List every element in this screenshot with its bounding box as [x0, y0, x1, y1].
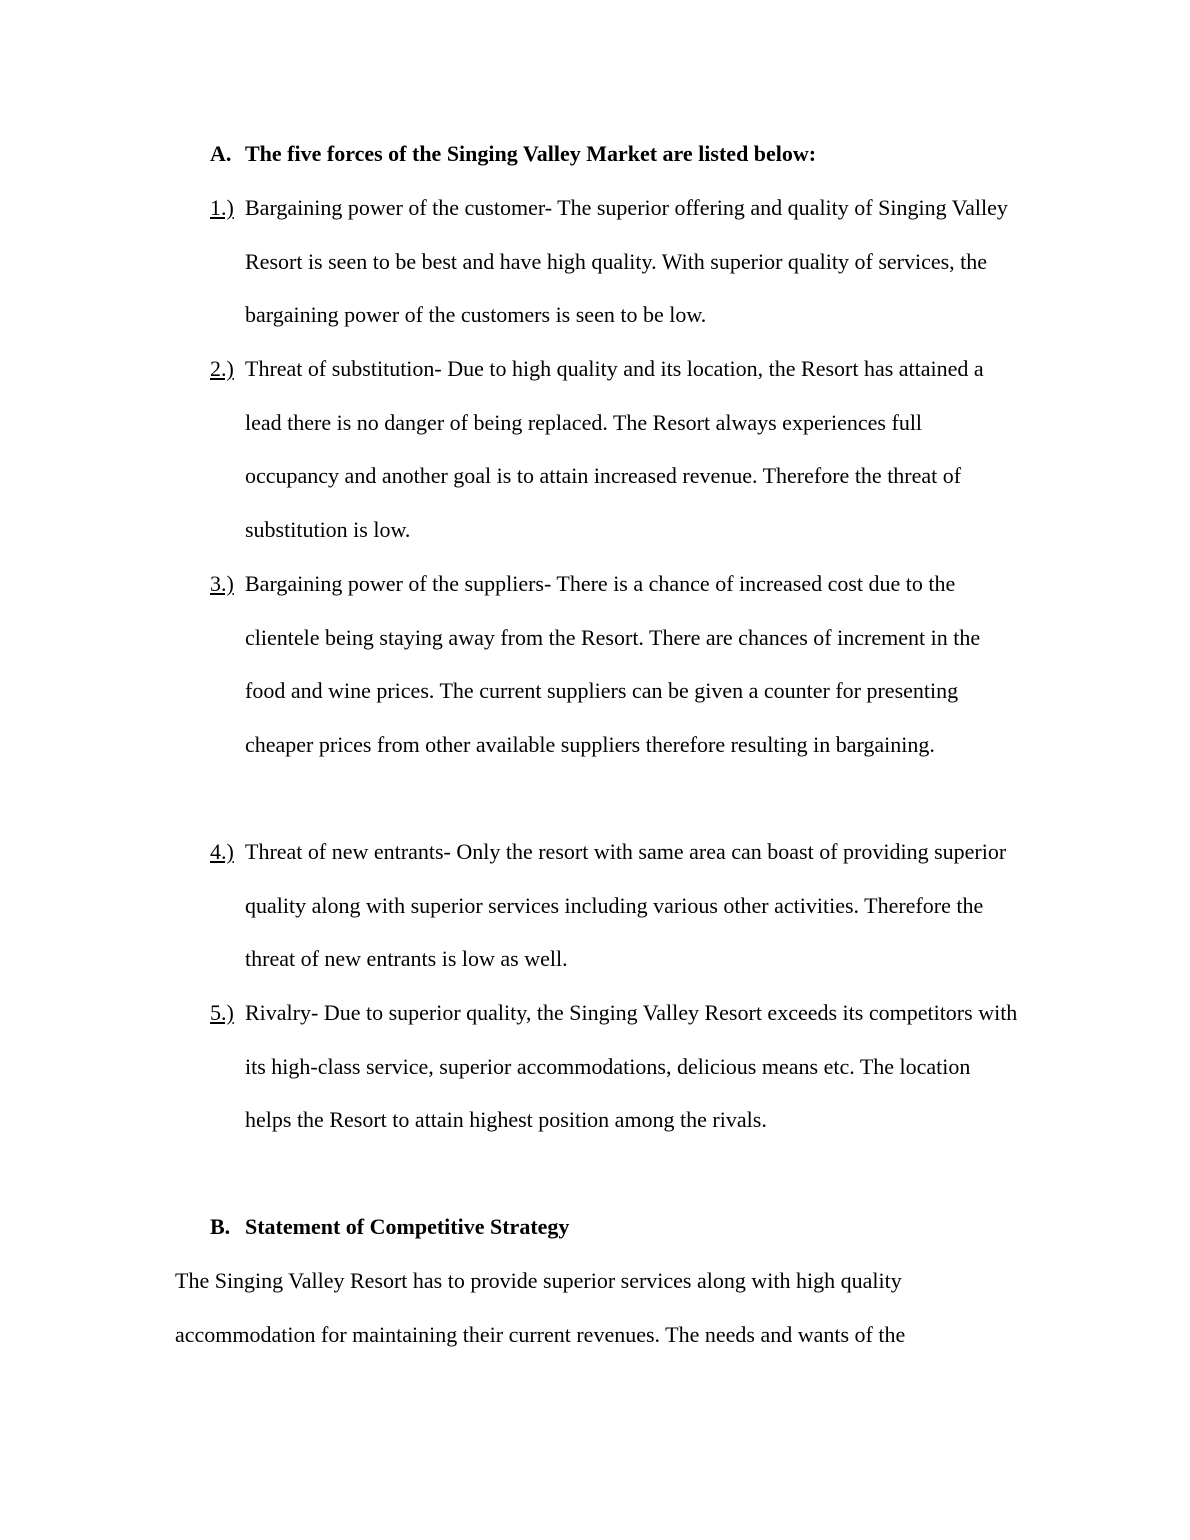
force-item-2: [210, 342, 1020, 557]
force-item-4: [210, 825, 1020, 986]
force-number: 4.): [210, 839, 234, 864]
force-number: 3.): [210, 571, 234, 596]
force-item-5: [210, 986, 1020, 1147]
force-text: Threat of substitution- Due to high quality and its location, the Resort has attained a lead there is no danger of being replaced. The Resort always experiences full occupancy and another goal is to attain increased revenue. Therefore the threat of substitution is low.: [245, 356, 984, 543]
section-b-letter: B.: [210, 1214, 231, 1239]
section-a-heading: [210, 127, 816, 181]
force-number: 2.): [210, 356, 234, 381]
force-item-3: [210, 557, 1020, 772]
force-text: Bargaining power of the suppliers- There is a chance of increased cost due to the clientele being staying away from the Resort. There are chances of increment in the food and wine prices. The current suppliers can be given a counter for presenting cheaper prices from other available suppliers therefore resulting in bargaining.: [245, 571, 981, 758]
section-a-letter: A.: [210, 141, 232, 166]
section-b-title: Statement of Competitive Strategy: [245, 1214, 570, 1239]
force-number: 5.): [210, 1000, 234, 1025]
section-a-title: The five forces of the Singing Valley Market are listed below:: [245, 141, 817, 166]
force-text: Rivalry- Due to superior quality, the Singing Valley Resort exceeds its competitors with its high-class service, superior accommodations, delicious means etc. The location helps the Resort to attain highest position among the rivals.: [245, 1000, 1018, 1133]
force-number: 1.): [210, 195, 234, 220]
force-text: Threat of new entrants- Only the resort with same area can boast of providing superior quality along with superior services including various other activities. Therefore the threat of new entrants is low as well.: [245, 839, 1007, 972]
force-text: Bargaining power of the customer- The superior offering and quality of Singing Valley Resort is seen to be best and have high quality. With superior quality of services, the bargaining power of the customers is seen to be low.: [245, 195, 1008, 328]
strategy-paragraph: The Singing Valley Resort has to provide superior services along with high quality accommodation for maintaining their current revenues. The needs and wants of the: [175, 1268, 906, 1347]
section-b-heading: [210, 1200, 569, 1254]
force-item-1: [210, 181, 1020, 342]
